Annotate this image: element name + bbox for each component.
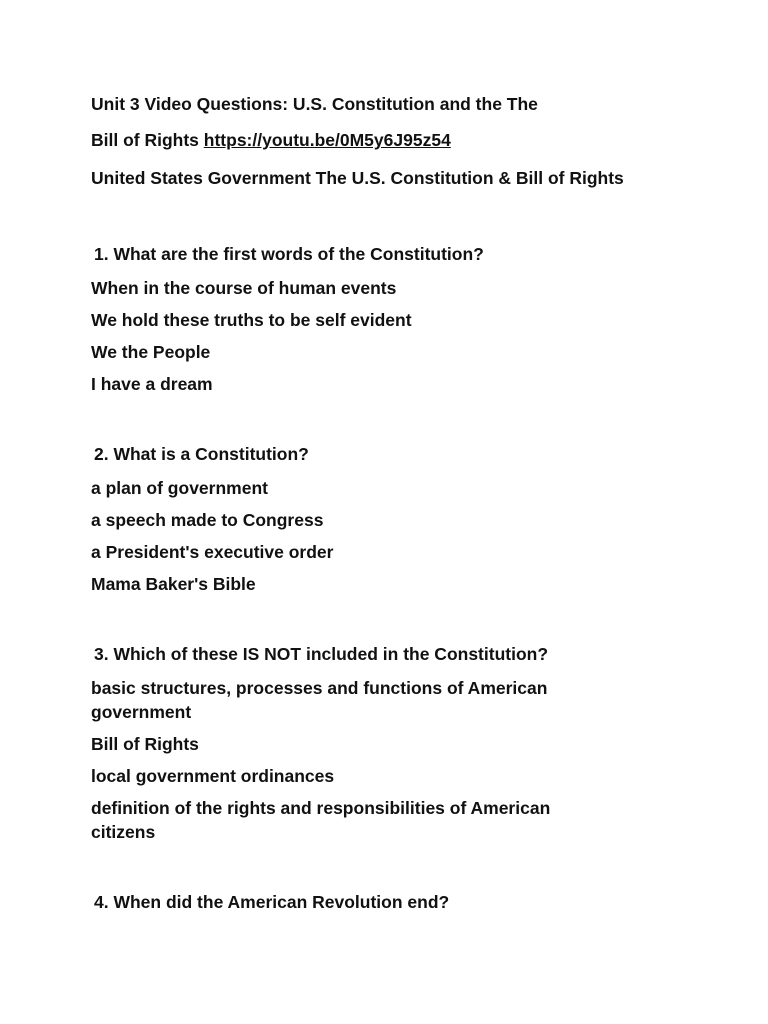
title-line-2-prefix: Bill of Rights <box>91 130 204 150</box>
question-1-option-4[interactable]: I have a dream <box>91 374 213 394</box>
question-1-option-1[interactable]: When in the course of human events <box>91 278 397 298</box>
question-3-option-2[interactable]: Bill of Rights <box>91 734 199 754</box>
question-2-option-2[interactable]: a speech made to Congress <box>91 510 324 530</box>
video-link[interactable]: https://youtu.be/0M5y6J95z54 <box>203 130 451 150</box>
worksheet-page <box>91 92 651 924</box>
question-3-option-1[interactable]: basic structures, processes and functions of American government <box>91 678 548 722</box>
question-1-option-2[interactable]: We hold these truths to be self evident <box>91 310 412 330</box>
question-4: 4. When did the American Revolution end? <box>94 892 450 912</box>
title-line-1: Unit 3 Video Questions: U.S. Constitution and the The <box>91 94 538 114</box>
question-2-option-4[interactable]: Mama Baker's Bible <box>91 574 256 594</box>
question-3: 3. Which of these IS NOT included in the Constitution? <box>94 644 549 664</box>
question-3-option-3[interactable]: local government ordinances <box>91 766 335 786</box>
question-1-option-3[interactable]: We the People <box>91 342 211 362</box>
worksheet-subtitle: United States Government The U.S. Constitution & Bill of Rights <box>91 168 624 188</box>
question-1: 1. What are the first words of the Constitution? <box>94 244 484 264</box>
worksheet-title <box>91 92 651 116</box>
question-3-option-4[interactable]: definition of the rights and responsibilities of American citizens <box>91 798 551 842</box>
question-2: 2. What is a Constitution? <box>94 444 309 464</box>
question-2-option-3[interactable]: a President's executive order <box>91 542 334 562</box>
question-2-option-1[interactable]: a plan of government <box>91 478 268 498</box>
title-line-2 <box>91 128 651 152</box>
